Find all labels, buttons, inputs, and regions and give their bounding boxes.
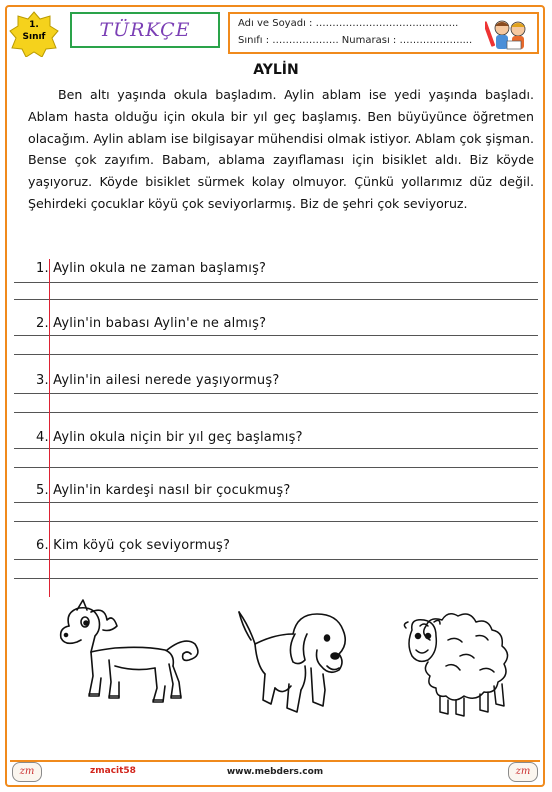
question-5: 5. Aylin'in kardeşi nasıl bir çocukmuş?	[36, 483, 291, 498]
footer-url[interactable]: www.mebders.com	[226, 767, 324, 777]
question-1: 1. Aylin okula ne zaman başlamış?	[36, 261, 267, 276]
story-title: AYLİN	[253, 62, 299, 78]
answer-line[interactable]	[14, 354, 538, 355]
question-4: 4. Aylin okula niçin bir yıl geç başlamış?	[36, 430, 303, 445]
answer-line[interactable]	[14, 299, 538, 300]
answer-line[interactable]	[14, 578, 538, 579]
question-6: 6. Kim köyü çok seviyormuş?	[36, 538, 231, 553]
grade-sub: Sınıf	[22, 32, 46, 42]
footer-code: zmacit58	[90, 766, 136, 776]
answer-line[interactable]	[14, 393, 538, 394]
question-3: 3. Aylin'in ailesi nerede yaşıyormuş?	[36, 373, 280, 388]
answer-line[interactable]	[14, 448, 538, 449]
answer-line[interactable]	[14, 559, 538, 560]
children-icon	[485, 17, 531, 51]
footer	[10, 760, 540, 784]
margin-line	[49, 259, 50, 597]
answer-line[interactable]	[14, 467, 538, 468]
sheep-illustration	[400, 600, 520, 720]
question-2: 2. Aylin'in babası Aylin'e ne almış?	[36, 316, 267, 331]
grade-badge-label	[9, 19, 59, 43]
answer-line[interactable]	[14, 335, 538, 336]
puppy-illustration	[235, 604, 355, 722]
footer-logo-left: zm	[12, 762, 42, 782]
answer-line[interactable]	[14, 521, 538, 522]
answer-line[interactable]	[14, 412, 538, 413]
footer-logo-right: zm	[508, 762, 538, 782]
answer-line[interactable]	[14, 282, 538, 283]
name-field[interactable]: Adı ve Soyadı : …………………………..………..	[238, 18, 459, 29]
subject-title: TÜRKÇE	[99, 19, 191, 41]
grade-number: 1.	[29, 20, 39, 30]
question-area	[14, 255, 538, 595]
horse-illustration	[55, 598, 205, 723]
student-info-box	[228, 12, 539, 54]
subject-title-box	[70, 12, 220, 48]
class-number-field[interactable]: Sınıfı : ……………….. Numarası : ………………....	[238, 35, 473, 46]
answer-line[interactable]	[14, 502, 538, 503]
story-text: Ben altı yaşında okula başladım. Aylin ablam ise yedi yaşında başladı. Ablam hasta olduğu için okula bir yıl geç başlamış. Ben büyüyünce öğretmen olacağım. Aylin ablam ise bilgisayar mühendisi olmak istiyor. Ablam çok şişman. Bense çok zayıfım. Babam, ablama zayıflaması için bisiklet aldı. Biz köyde yaşıyoruz. Köyde bisiklet sürmek kolay olmuyor. Çünkü yollarımız düz değil. Şehirdeki çocuklar köyü çok seviyorlarmış. Biz de şehri çok seviyoruz.	[28, 87, 534, 211]
